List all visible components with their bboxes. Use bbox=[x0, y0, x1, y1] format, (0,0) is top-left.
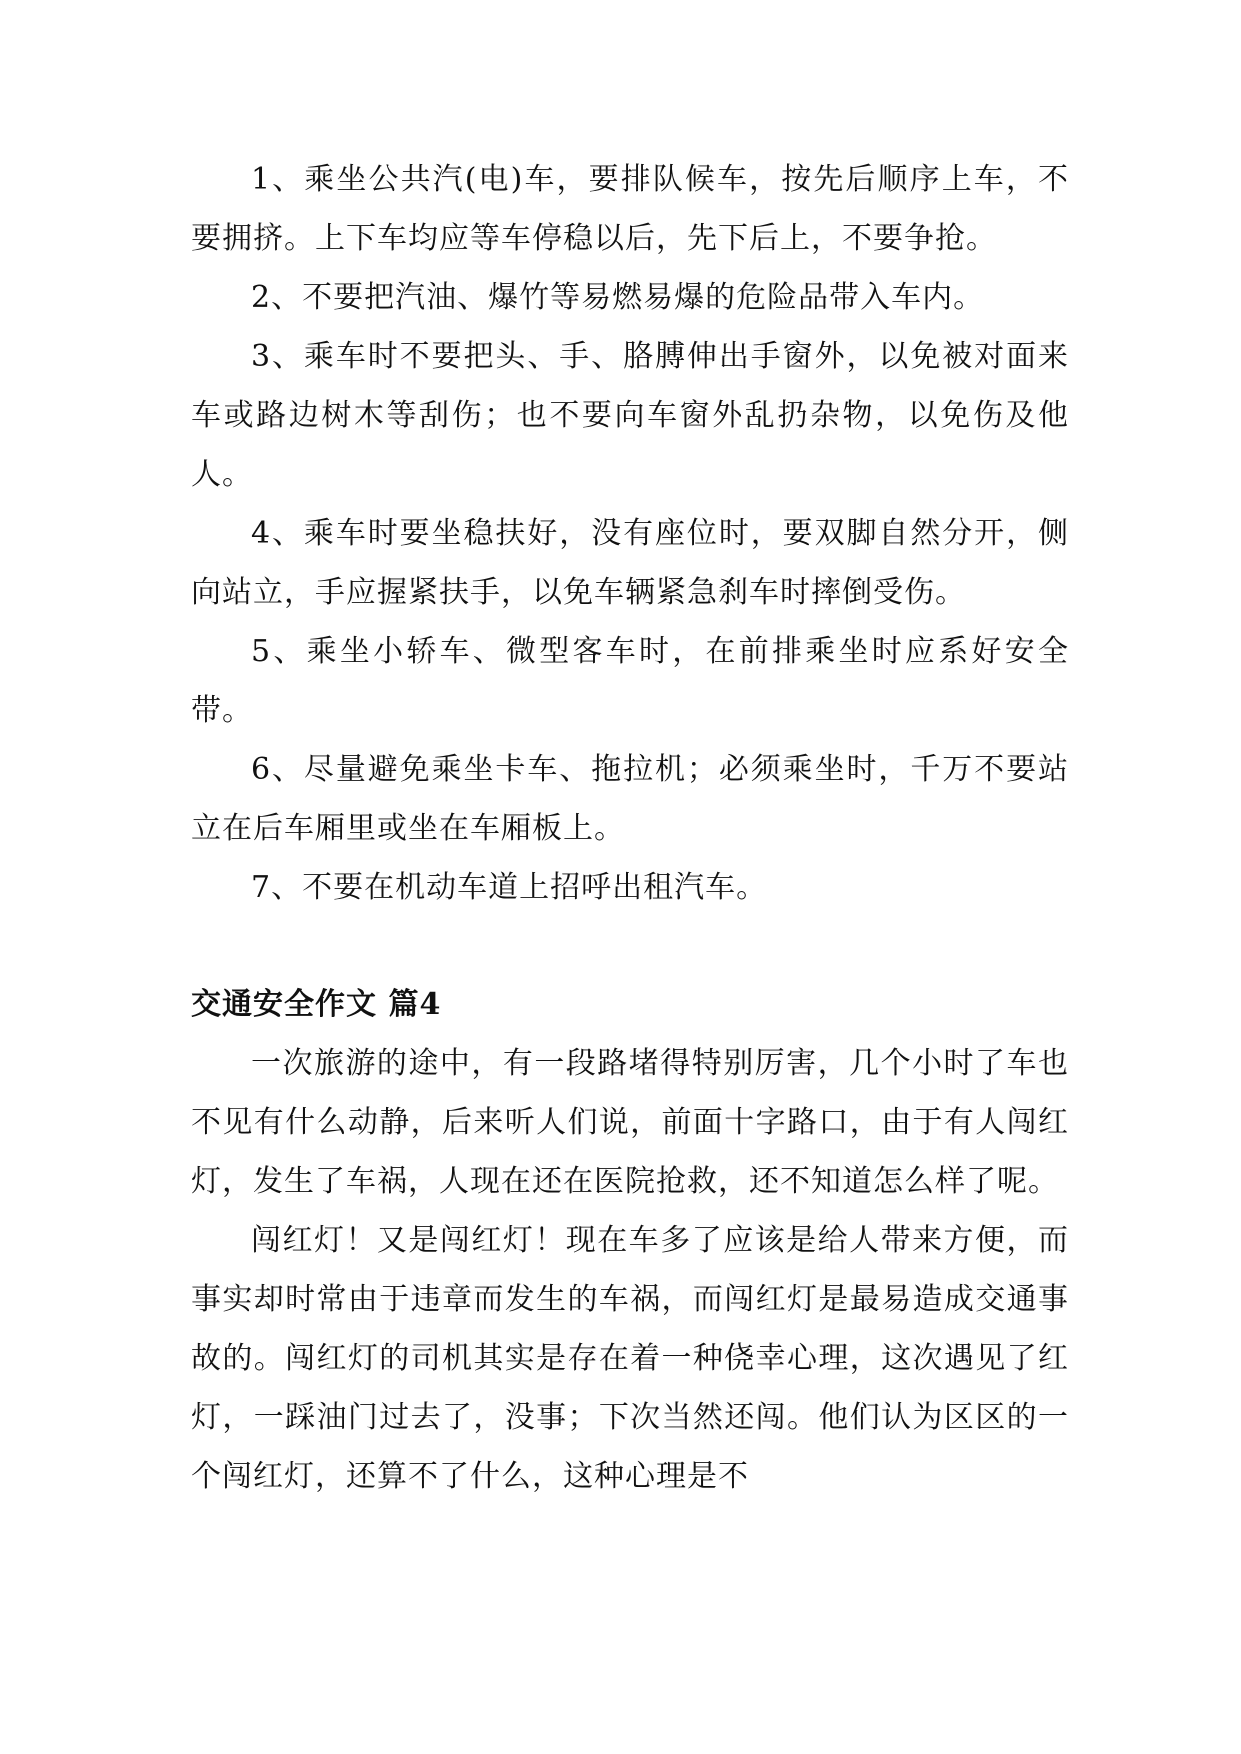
paragraph-rule-5: 5、乘坐小轿车、微型客车时，在前排乘坐时应系好安全带。 bbox=[191, 634, 1069, 728]
paragraph-rule-4: 4、乘车时要坐稳扶好，没有座位时，要双脚自然分开，侧向站立，手应握紧扶手，以免车辆紧急刹车时摔倒受伤。 bbox=[191, 516, 1069, 610]
paragraph-rule-7: 7、不要在机动车道上招呼出租汽车。 bbox=[251, 870, 768, 905]
paragraph-essay-2: 闯红灯！又是闯红灯！现在车多了应该是给人带来方便，而事实却时常由于违章而发生的车祸，而闯红灯是最易造成交通事故的。闯红灯的司机其实是存在着一种侥幸心理，这次遇见了红灯，一踩油门过去了，没事；下次当然还闯。他们认为区区的一个闯红灯，还算不了什么，这种心理是不 bbox=[191, 1223, 1069, 1494]
section-heading: 交通安全作文 篇4 bbox=[191, 987, 442, 1022]
document-page bbox=[191, 150, 1069, 1506]
paragraph-rule-6: 6、尽量避免乘坐卡车、拖拉机；必须乘坐时，千万不要站立在后车厢里或坐在车厢板上。 bbox=[191, 752, 1069, 846]
paragraph-rule-3: 3、乘车时不要把头、手、胳膊伸出手窗外，以免被对面来车或路边树木等刮伤；也不要向车窗外乱扔杂物，以免伤及他人。 bbox=[191, 339, 1069, 492]
paragraph-rule-1: 1、乘坐公共汽(电)车，要排队候车，按先后顺序上车，不要拥挤。上下车均应等车停稳以后，先下后上，不要争抢。 bbox=[191, 162, 1069, 256]
paragraph-rule-2: 2、不要把汽油、爆竹等易燃易爆的危险品带入车内。 bbox=[251, 280, 985, 315]
paragraph-essay-1: 一次旅游的途中，有一段路堵得特别厉害，几个小时了车也不见有什么动静，后来听人们说，前面十字路口，由于有人闯红灯，发生了车祸，人现在还在医院抢救，还不知道怎么样了呢。 bbox=[191, 1046, 1069, 1199]
section-spacer bbox=[191, 917, 1069, 975]
